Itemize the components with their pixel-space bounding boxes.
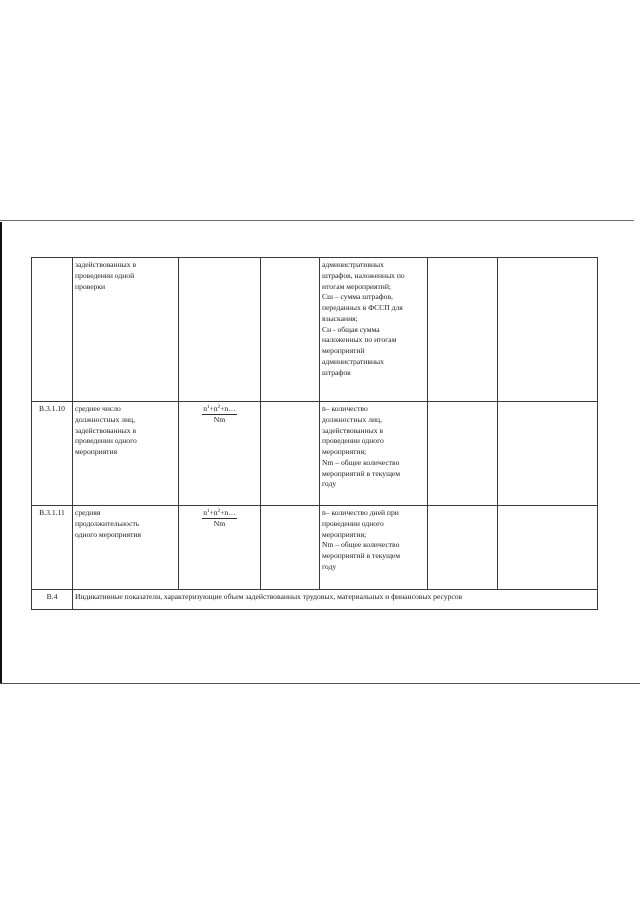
section-title: Индикативные показатели, характеризующие объем задействованных трудовых, материальных и финансовых ресурсов <box>73 590 598 610</box>
indicators-table <box>31 257 598 610</box>
empty-cell <box>498 402 598 506</box>
indicator-name: средняя продолжительность одного мероприятия <box>73 506 179 590</box>
formula-numerator: $n^1+n^2+n\dots$ <box>203 508 236 517</box>
section-row <box>32 590 598 610</box>
table-row <box>32 402 598 506</box>
empty-cell <box>498 506 598 590</box>
table-row <box>32 258 598 402</box>
formula-denominator: Nm <box>213 518 226 528</box>
formula-denominator: Nm <box>213 414 226 424</box>
indicator-code <box>32 258 73 402</box>
indicator-name: среднее число должностных лиц, задействованных в проведении одного мероприятия <box>73 402 179 506</box>
empty-cell <box>261 402 320 506</box>
empty-cell <box>428 258 498 402</box>
formula-fraction <box>202 404 237 425</box>
indicator-formula <box>179 506 261 590</box>
empty-cell <box>261 506 320 590</box>
empty-cell <box>261 258 320 402</box>
indicator-formula <box>179 402 261 506</box>
indicator-notes: административных штрафов, наложенных по итогам мероприятий; Сш – сумма штрафов, переданных в ФССП для взыскания; Сн - общая сумма наложенных по итогам мероприятий административных штрафов <box>320 258 428 402</box>
scan-top-rule <box>0 220 634 221</box>
formula-numerator: $n^1+n^2+n\dots$ <box>203 404 236 413</box>
empty-cell <box>498 258 598 402</box>
indicator-notes: n– количество должностных лиц, задействованных в проведении одного мероприятия; Nm – общее количество мероприятий в текущем году <box>320 402 428 506</box>
formula-fraction <box>202 508 237 529</box>
indicator-code: B.3.1.11 <box>32 506 73 590</box>
empty-cell <box>428 506 498 590</box>
indicator-name: задействованных в проведении одной проверки <box>73 258 179 402</box>
section-code: B.4 <box>32 590 73 610</box>
indicator-formula <box>179 258 261 402</box>
indicator-code: B.3.1.10 <box>32 402 73 506</box>
table-row <box>32 506 598 590</box>
scan-left-edge <box>0 222 2 684</box>
empty-cell <box>428 402 498 506</box>
scan-bottom-rule <box>0 683 640 684</box>
indicator-notes: n– количество дней при проведении одного мероприятия; Nm – общее количество мероприятий в текущем году <box>320 506 428 590</box>
